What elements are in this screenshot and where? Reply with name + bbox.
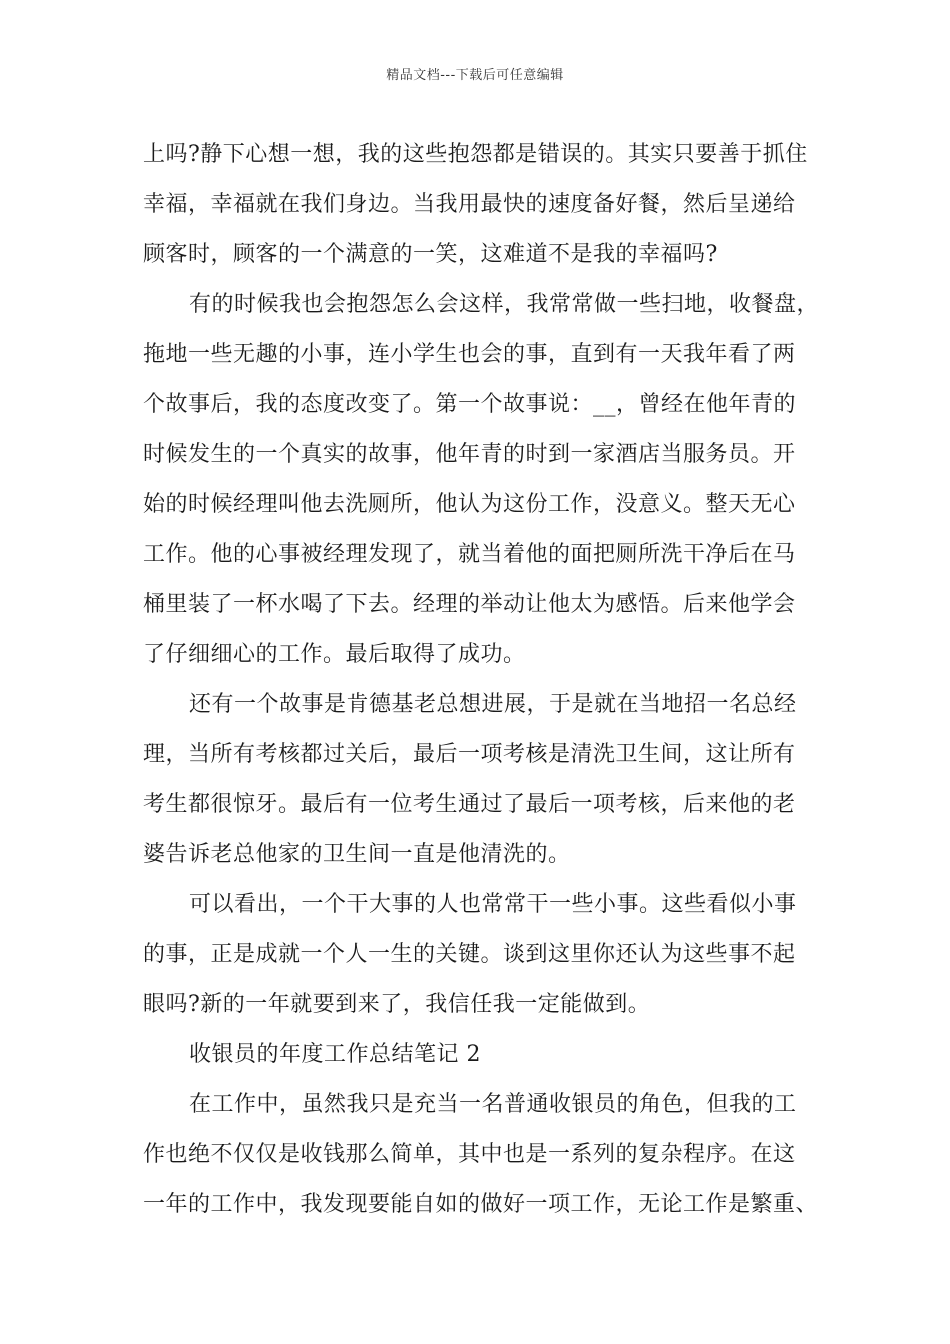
- text-line: 婆告诉老总他家的卫生间一直是他清洗的。: [143, 842, 571, 867]
- text-line: 时候发生的一个真实的故事，他年青的时到一家酒店当服务员。开: [143, 442, 796, 467]
- text-line: 眼吗?新的一年就要到来了，我信任我一定能做到。: [143, 992, 651, 1017]
- text-line: 作也绝不仅仅是收钱那么简单，其中也是一系列的复杂程序。在这: [143, 1142, 796, 1167]
- text-line: 顾客时，顾客的一个满意的一笑，这难道不是我的幸福吗?: [143, 242, 718, 267]
- text-line: 考生都很惊牙。最后有一位考生通过了最后一项考核，后来他的老: [143, 792, 796, 817]
- text-line: 了仔细细心的工作。最后取得了成功。: [143, 642, 526, 667]
- paragraph-first-line: 在工作中，虽然我只是充当一名普通收银员的角色，但我的工: [189, 1092, 797, 1117]
- text-line: 理，当所有考核都过关后，最后一项考核是清洗卫生间，这让所有: [143, 742, 796, 767]
- text-line: 的事，正是成就一个人一生的关键。谈到这里你还认为这些事不起: [143, 942, 796, 967]
- text-line: 桶里装了一杯水喝了下去。经理的举动让他太为感悟。后来他学会: [143, 592, 796, 617]
- page-header: 精品文档---下载后可任意编辑: [386, 68, 564, 83]
- text-line: 始的时候经理叫他去洗厕所，他认为这份工作，没意义。整天无心: [143, 492, 796, 517]
- paragraph-first-line: 还有一个故事是肯德基老总想进展，于是就在当地招一名总经: [189, 692, 797, 717]
- document-body: [143, 130, 823, 1230]
- section-heading: 收银员的年度工作总结笔记 2: [189, 1042, 481, 1067]
- text-line: 个故事后，我的态度改变了。第一个故事说：__，曾经在他年青的: [143, 392, 797, 417]
- text-line: 上吗?静下心想一想，我的这些抱怨都是错误的。其实只要善于抓住: [143, 142, 808, 167]
- text-line: 幸福，幸福就在我们身边。当我用最快的速度备好餐，然后呈递给: [143, 192, 796, 217]
- text-line: 拖地一些无趣的小事，连小学生也会的事，直到有一天我年看了两: [143, 342, 796, 367]
- paragraph-first-line: 可以看出，一个干大事的人也常常干一些小事。这些看似小事: [189, 892, 797, 917]
- text-line: 一年的工作中，我发现要能自如的做好一项工作，无论工作是繁重、: [143, 1192, 819, 1217]
- text-line: 工作。他的心事被经理发现了，就当着他的面把厕所洗干净后在马: [143, 542, 796, 567]
- paragraph-first-line: 有的时候我也会抱怨怎么会这样，我常常做一些扫地，收餐盘，: [189, 292, 820, 317]
